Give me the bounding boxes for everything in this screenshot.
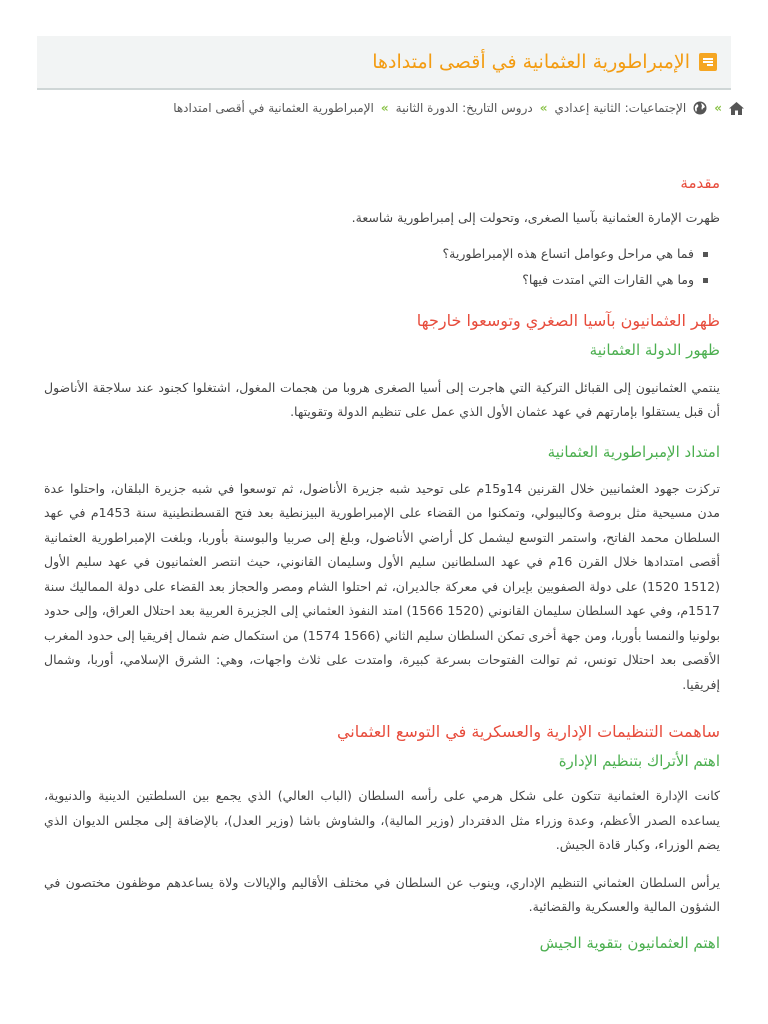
page-title: الإمبراطورية العثمانية في أقصى امتدادها (372, 51, 690, 73)
section1-sub1-text: ينتمي العثمانيون إلى القبائل التركية التي هاجرت إلى أسيا الصغرى هروبا من هجمات المغول، اشتغلوا كجنود عند سلاجقة الأناضول أن قبل يستقلوا بإمارتهم في عهد عثمان الأول الذي عمل على تنظيم الدولة وتقويتها. (44, 379, 720, 419)
breadcrumb-separator: » (380, 101, 389, 115)
intro-text: ظهرت الإمارة العثمانية بآسيا الصغرى، وتحولت إلى إمبراطورية شاسعة. (351, 210, 720, 225)
section1-sub2-heading: امتداد الإمبراطورية العثمانية (547, 442, 720, 461)
list-item: وما هي القارات التي امتدت فيها؟ (44, 267, 708, 293)
document-icon (699, 53, 717, 71)
breadcrumb-separator: » (539, 101, 548, 115)
home-icon[interactable] (729, 102, 744, 115)
section1-sub1-heading: ظهور الدولة العثمانية (589, 340, 720, 359)
article-content (44, 170, 720, 956)
section2-sub1-text2: يرأس السلطان العثماني التنظيم الإداري، وينوب عن السلطان في مختلف الأقاليم والإيالات ولاة يساعدهم موظفون مختصون في الشؤون المالية والعسكرية والقضائية. (44, 874, 720, 914)
title-bar (37, 36, 731, 90)
breadcrumb (54, 101, 744, 115)
questions-list (44, 241, 720, 293)
breadcrumb-current: الإمبراطورية العثمانية في أقصى امتدادها (173, 101, 374, 115)
section2-sub2-heading: اهتم العثمانيون بتقوية الجيش (539, 933, 720, 952)
globe-icon (693, 101, 707, 115)
breadcrumb-link-lessons[interactable]: دروس التاريخ: الدورة الثانية (395, 101, 533, 115)
section2-sub1-text1: كانت الإدارة العثمانية تتكون على شكل هرمي على رأسه السلطان (الباب العالي) الذي يجمع بين السلطتين الدينية والدنيوية، يساعده الصدر الأعظم، وعدة وزراء مثل الدفتردار (وزير المالية)، والشاوش باشا (وزير العدل)، بالإضافة إلى مجلس الديوان الذي يضم الوزراء، وكبار قادة الجيش. (44, 788, 720, 852)
breadcrumb-separator: » (714, 101, 722, 115)
section2-heading: ساهمت التنظيمات الإدارية والعسكرية في التوسع العثماني (336, 722, 720, 741)
section1-sub2-text: تركزت جهود العثمانيين خلال القرنين 14و15م على توحيد شبه جزيرة الأناضول، ثم توسعوا في شبه جزيرة البلقان، واحتلوا عدة مدن مسيحية مثل بروصة وكاليبولي، وتمكنوا من القضاء على الإمبراطورية البيزنطية بعد فتح القسطنطينية سنة 1453م في عهد السلطان محمد الفاتح، واستمر التوسع ليشمل كل أراضي الأناضول، وبلغ إلى صربيا والبوسنة بأوربا، وبلغت الإمبراطورية العثمانية أقصى امتدادها خلال القرن 16م في عهد السلطانين سليم الأول وسليمان القانوني، حيث انتصر العثمانيون في عهد سليم الأول (1512 1520) على دولة الصفويين بإيران في معركة جالديران، ثم احتلوا الشام ومصر والحجاز بعد القضاء على دولة المماليك سنة 1517م، وفي عهد السلطان سليمان القانوني (1520 1566) امتد النفوذ العثماني إلى الجزيرة العربية بعد احتلال العراق، وإلى حدود بولونيا والنمسا بأوربا، ومن جهة أخرى تمكن السلطان سليم الثاني (1566 1574) من استكمال ضم شمال إفريقيا إلى حدود المغرب الأقصى بعد احتلال تونس، ثم توالت الفتوحات بسرعة كبيرة، وامتدت على ثلاث واجهات، وهي: الشرق الإسلامي، أوربا، وشمال إفريقيا. (44, 480, 721, 692)
section1-heading: ظهر العثمانيون بآسيا الصغري وتوسعوا خارجها (416, 310, 720, 330)
section2-sub1-heading: اهتم الأتراك بتنظيم الإدارة (558, 752, 720, 770)
breadcrumb-link-level[interactable]: الإجتماعيات: الثانية إعدادي (554, 101, 687, 115)
list-item: فما هي مراحل وعوامل اتساع هذه الإمبراطورية؟ (44, 241, 708, 267)
intro-heading: مقدمة (680, 174, 720, 192)
